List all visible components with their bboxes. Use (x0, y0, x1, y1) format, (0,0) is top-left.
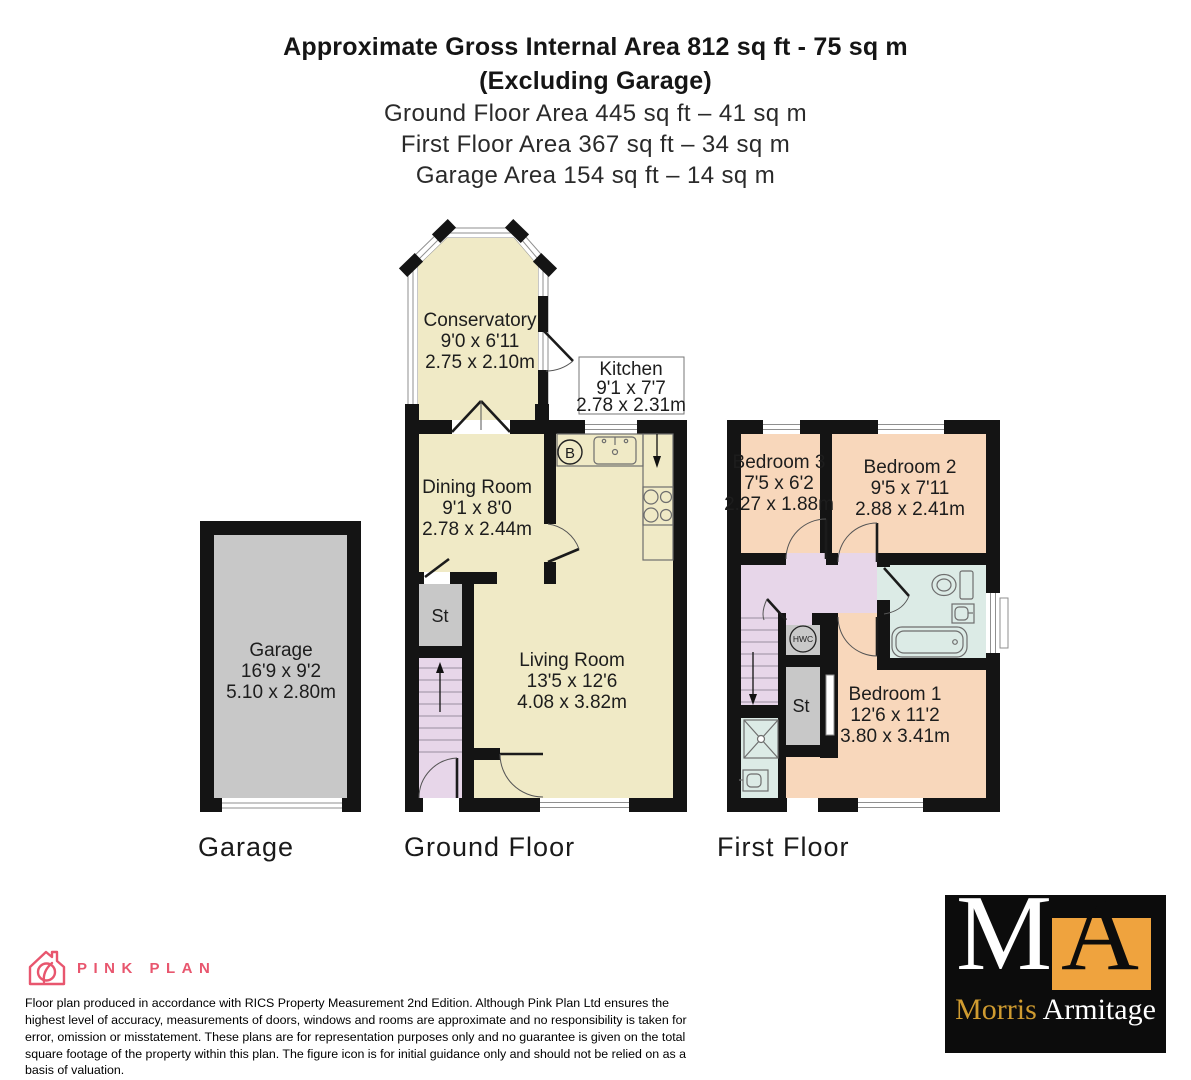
bedroom3-name: Bedroom 3 (732, 452, 826, 473)
bathroom (890, 565, 986, 658)
bedroom1-name: Bedroom 1 (848, 684, 942, 705)
garage-door (222, 798, 342, 812)
dining-dims-metric: 2.78 x 2.44m (422, 519, 532, 540)
storage-sliding-door (826, 675, 834, 735)
caption-first-floor: First Floor (717, 832, 850, 862)
area-line-first: First Floor Area 367 sq ft – 34 sq m (400, 131, 791, 158)
living-dims-imperial: 13'5 x 12'6 (526, 671, 618, 692)
garage-name: Garage (249, 640, 313, 661)
agent-logo (945, 874, 1166, 1053)
bedroom1-dims-metric: 3.80 x 3.41m (840, 726, 950, 747)
caption-ground-floor: Ground Floor (404, 832, 576, 862)
first-storage-label: St (792, 696, 810, 716)
bedroom1-dims-imperial: 12'6 x 11'2 (850, 705, 940, 726)
storage-bottom-wall (419, 646, 462, 658)
hwc-doorway (786, 613, 812, 625)
first-stairs-floor (741, 613, 778, 712)
pink-plan-wordmark: PINK PLAN (77, 960, 217, 977)
garage-plan (200, 521, 361, 812)
hall-wall (462, 572, 474, 798)
conservatory-dims-imperial: 9'0 x 6'11 (440, 331, 520, 352)
bedroom1-window (858, 798, 923, 812)
landing (741, 565, 877, 613)
living-room-window (540, 798, 629, 812)
kitchen-callout (576, 357, 686, 416)
conservatory (399, 219, 573, 434)
agent-logo-names (945, 993, 1166, 1027)
agent-logo-m: M (956, 874, 1053, 993)
pink-plan-icon (24, 944, 70, 990)
bedroom3-dims-metric: 2.27 x 1.88m (724, 494, 834, 515)
garage-dims-imperial: 16'9 x 9'2 (240, 661, 322, 682)
living-name: Living Room (519, 650, 625, 671)
kitchen-name: Kitchen (599, 359, 663, 380)
garage-dims-metric: 5.10 x 2.80m (226, 682, 336, 703)
bedroom3-dims-imperial: 7'5 x 6'2 (744, 473, 814, 494)
bedroom2-window (878, 420, 944, 434)
back-door-arc (546, 361, 573, 371)
area-line-ground: Ground Floor Area 445 sq ft – 41 sq m (383, 100, 808, 127)
area-line-garage: Garage Area 154 sq ft – 14 sq m (415, 162, 776, 189)
ground-floor-plan (399, 219, 687, 812)
ground-storage-label: St (431, 606, 449, 626)
conservatory-name: Conservatory (423, 310, 537, 331)
caption-garage: Garage (198, 832, 295, 862)
first-floor-plan (724, 420, 1008, 812)
title-line-1: Approximate Gross Internal Area 812 sq ft - 75 sq m (283, 33, 908, 61)
agent-name-first: Morris (955, 993, 1037, 1026)
bedroom2-dims-imperial: 9'5 x 7'11 (870, 478, 950, 499)
rear-opening (787, 798, 818, 812)
disclaimer-text: Floor plan produced in accordance with RICS Property Measurement 2nd Edition. Although Pink Plan Ltd ensures the highest level of accuracy, measurements of doors, windows and rooms are approximate and no responsibility is taken for error, omission or misstatement. These plans are for representation purposes only and no guarantee is given on the total square footage of the property within this plan. The figure icon is for initial guidance only and should not be relied on as a basis of valuation. (25, 996, 687, 1078)
conservatory-dims-metric: 2.75 x 2.10m (425, 352, 535, 373)
bed2-doorway (838, 553, 877, 565)
bedroom2-name: Bedroom 2 (863, 457, 957, 478)
svg-text:B: B (564, 445, 576, 462)
title-line-2: (Excluding Garage) (479, 67, 712, 95)
kitchen-dims-metric: 2.78 x 2.31m (576, 395, 686, 416)
dining-dims-imperial: 9'1 x 8'0 (442, 498, 512, 519)
bathroom-window (986, 593, 1008, 653)
living-dims-metric: 4.08 x 3.82m (517, 692, 627, 713)
ground-stairs (419, 658, 462, 798)
agent-logo-a: A (1061, 874, 1139, 993)
bed3-doorway (786, 553, 826, 565)
bedroom3-window (763, 420, 800, 434)
kitchen-dims-imperial: 9'1 x 7'7 (596, 378, 666, 399)
dining-name: Dining Room (422, 477, 532, 498)
kitchen-window (585, 420, 637, 434)
agent-name-last: Armitage (1042, 993, 1156, 1026)
svg-text:HWC: HWC (792, 634, 814, 644)
bedroom2-dims-metric: 2.88 x 2.41m (855, 499, 965, 520)
